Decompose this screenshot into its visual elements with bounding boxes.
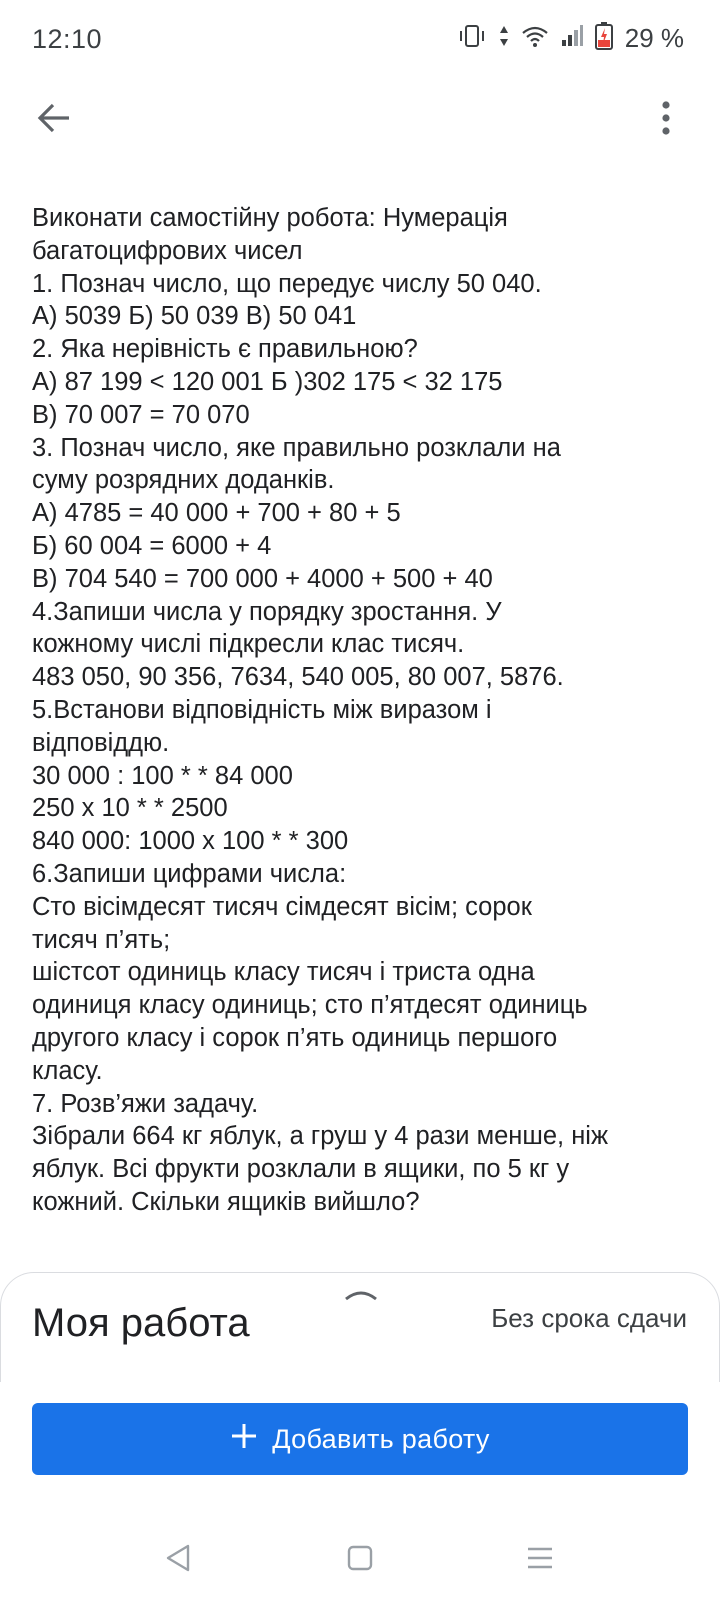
back-triangle-icon: [164, 1543, 192, 1578]
assignment-line: тисяч п’ять;: [32, 925, 171, 954]
plus-icon: [230, 1422, 258, 1457]
assignment-line: другого класу і сорок п’ять одиниць першого: [32, 1023, 558, 1052]
system-nav-bar: [0, 1520, 720, 1600]
my-work-sheet[interactable]: [0, 1272, 720, 1382]
status-icons: [457, 22, 684, 55]
assignment-line: багатоцифрових чисел: [32, 236, 303, 265]
app-bar: [0, 80, 720, 160]
assignment-line: кожний. Скільки ящиків вийшло?: [32, 1187, 420, 1216]
more-options-button[interactable]: [642, 96, 690, 144]
assignment-line: 5.Встанови відповідність між виразом і: [32, 695, 492, 724]
arrow-back-icon: [36, 100, 72, 141]
assignment-line: А) 87 199 < 120 001 Б )302 175 < 32 175: [32, 367, 503, 396]
assignment-line: 4.Запиши числа у порядку зростання. У: [32, 597, 502, 626]
assignment-line: 840 000: 1000 x 100 * * 300: [32, 827, 349, 856]
assignment-line: яблук. Всі фрукти розклали в ящики, по 5 кг у: [32, 1155, 570, 1184]
nav-home-button[interactable]: [338, 1538, 382, 1582]
assignment-line: 2. Яка нерівність є правильною?: [32, 335, 418, 364]
data-arrows-icon: [499, 24, 509, 53]
back-button[interactable]: [30, 96, 78, 144]
assignment-line: суму розрядних доданків.: [32, 466, 335, 495]
assignment-description: [32, 202, 696, 1219]
status-bar: [0, 0, 720, 80]
battery-charging-icon: [595, 22, 613, 55]
assignment-line: Б) 60 004 = 6000 + 4: [32, 531, 272, 560]
assignment-line: Виконати самостійну робота: Нумерація: [32, 204, 508, 232]
status-time: 12:10: [32, 24, 103, 54]
assignment-line: 483 050, 90 356, 7634, 540 005, 80 007, 5876.: [32, 663, 564, 692]
assignment-line: 6.Запиши цифрами числа:: [32, 859, 347, 888]
nav-recents-button[interactable]: [518, 1538, 562, 1582]
home-square-icon: [346, 1544, 374, 1577]
assignment-line: В) 704 540 = 700 000 + 4000 + 500 + 40: [32, 564, 493, 593]
assignment-line: класу.: [32, 1056, 103, 1085]
assignment-line: Сто вісімдесят тисяч сімдесят вісім; сорок: [32, 892, 532, 921]
signal-icon: [561, 24, 583, 53]
add-work-label: Добавить работу: [272, 1423, 490, 1454]
assignment-line: А) 5039 Б) 50 039 В) 50 041: [32, 302, 357, 331]
my-work-title: Моя работа: [32, 1301, 250, 1345]
nav-back-button[interactable]: [156, 1538, 200, 1582]
wifi-icon: [521, 24, 549, 53]
assignment-line: 250 x 10 * * 2500: [32, 794, 228, 823]
assignment-line: 3. Познач число, яке правильно розклали на: [32, 433, 561, 462]
assignment-line: А) 4785 = 40 000 + 700 + 80 + 5: [32, 499, 401, 528]
assignment-line: 30 000 : 100 * * 84 000: [32, 761, 293, 790]
assignment-line: 7. Розв’яжи задачу.: [32, 1089, 259, 1118]
vibrate-icon: [457, 24, 487, 53]
assignment-line: відповіддю.: [32, 728, 170, 757]
more-vertical-icon: [660, 100, 672, 141]
assignment-line: одиниця класу одиниць; сто п’ятдесят одиниць: [32, 991, 588, 1020]
recents-menu-icon: [526, 1545, 554, 1576]
chevron-up-icon[interactable]: [343, 1283, 379, 1303]
assignment-line: шістсот одиниць класу тисяч і триста одна: [32, 958, 535, 987]
assignment-line: В) 70 007 = 70 070: [32, 400, 250, 429]
add-work-button[interactable]: [32, 1403, 688, 1475]
assignment-line: Зібрали 664 кг яблук, а груш у 4 рази менше, ніж: [32, 1122, 609, 1151]
battery-percentage: 29 %: [624, 23, 684, 53]
assignment-line: кожному числі підкресли клас тисяч.: [32, 630, 465, 659]
assignment-line: 1. Познач число, що передує числу 50 040.: [32, 269, 542, 298]
due-date-status: Без срока сдачи: [491, 1303, 687, 1333]
